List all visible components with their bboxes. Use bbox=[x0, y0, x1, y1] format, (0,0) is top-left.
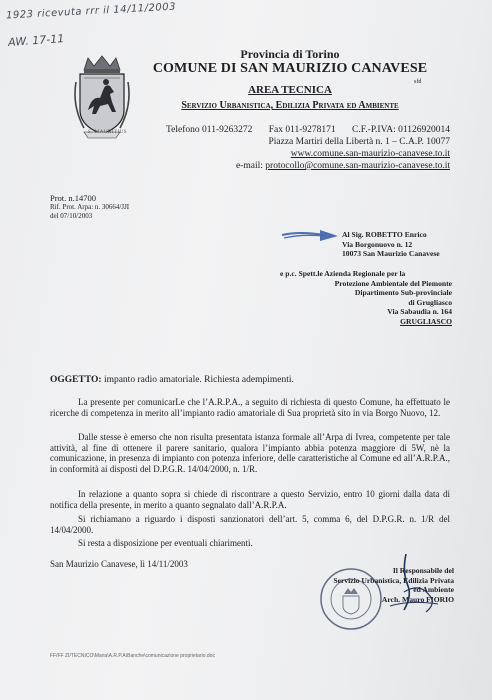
subject-text: impanto radio amatoriale. Richiesta adempimenti. bbox=[101, 375, 294, 385]
body-paragraph: La presente per comunicarLe che l’A.R.P.A., a seguito di richiesta di questo Comune, ha effettuato le ricerche di competenza in merito all’impianto radio amatoriale di Sua proprietà sito in via Borgo Nuovo, 12. bbox=[50, 397, 450, 418]
crest-ribbon-label: S. MAURITIUS bbox=[88, 130, 128, 135]
phone-number: Telefono 011-9263272 bbox=[166, 125, 253, 135]
comune-heading: COMUNE DI SAN MAURIZIO CANAVESE bbox=[152, 61, 428, 76]
handwritten-signature-icon bbox=[380, 552, 450, 618]
body-paragraph: In relazione a quanto sopra si chiede di riscontrare a questo Servizio, entro 10 giorni dalla data di notifica della presente, in merito a quanto segnalato dall’A.R.P.A. bbox=[50, 489, 450, 510]
vat-number: C.F.-P.IVA: 01126920014 bbox=[352, 125, 450, 135]
recipient-street: Via Borgonuovo n. 12 bbox=[342, 239, 413, 249]
copy-recipient-city: GRUGLIASCO bbox=[400, 316, 452, 326]
signer-service: Servizio Urbanistica, Edilizia Privata bbox=[333, 575, 454, 585]
protocol-block bbox=[50, 193, 129, 221]
fax-number: Fax 011-9278171 bbox=[268, 125, 336, 135]
email-link[interactable]: protocollo@comune.san-maurizio-canavese.to.it bbox=[265, 161, 450, 171]
copy-recipient-line: Via Sabaudia n. 164 bbox=[387, 307, 452, 316]
file-path-footer: FF/FF ZI/TECNICO\Maria\A.R.P.A\Banche\comunicazione proprietario.doc bbox=[50, 653, 215, 659]
subject-line bbox=[50, 375, 450, 386]
recipient-address bbox=[342, 230, 450, 259]
recipient-city: 10073 San Maurizio Canavese bbox=[342, 249, 440, 258]
signer-name: Arch. Mauro FIORIO bbox=[381, 594, 454, 604]
corner-mark: sfd bbox=[414, 79, 422, 85]
handwritten-receipt-note: 1923 ricevuta rrr il 14/11/2003 bbox=[5, 1, 177, 22]
protocol-number: Prot. n.14700 bbox=[50, 193, 97, 203]
recipient-name: Al Sig. ROBETTO Enrico bbox=[342, 230, 427, 239]
province-heading: Provincia di Torino bbox=[240, 47, 340, 61]
contact-block bbox=[166, 124, 450, 172]
handwritten-reference-note: AW. 17-11 bbox=[7, 32, 65, 49]
place-and-date: San Maurizio Canavese, lì 14/11/2003 bbox=[50, 559, 188, 569]
copy-recipient-line: Dipartimento Sub-provinciale bbox=[354, 288, 452, 297]
email-label: e-mail: bbox=[236, 161, 266, 171]
signer-service-cont: ed Ambiente bbox=[413, 585, 454, 594]
office-address: Piazza Martiri della Libertà n. 1 – C.A.P. 10077 bbox=[268, 137, 450, 147]
body-paragraph: Si richiamano a riguardo i disposti sanzionatori dell’art. 5, comma 6, del D.P.G.R. n. 1/R del 14/04/2000. bbox=[50, 514, 450, 535]
copy-recipient-line: di Grugliasco bbox=[408, 297, 452, 307]
subject-label: OGGETTO: bbox=[50, 375, 102, 385]
body-paragraph: Si resta a disposizione per eventuali chiarimenti. bbox=[78, 538, 253, 548]
copy-recipient-line: Protezione Ambientale del Piemonte bbox=[334, 278, 452, 288]
signer-role: Il Responsabile del bbox=[392, 566, 454, 575]
service-heading: Servizio Urbanistica, Edilizia Privata ed Ambiente bbox=[181, 100, 399, 111]
protocol-date: del 07/10/2003 bbox=[50, 212, 93, 220]
body-paragraph: Dalle stesse è emerso che non risulta presentata istanza formale all’Arpa di Ivrea, competente per tale attività, al fine di ottenere il parere sanitario, qualora l’impianto abbia potenza maggiore di 5W, nè la comunicazione, in presenza di impianto con potenza inferiore, delle caratteristiche al Comune ed all’A.R.P.A., in conformità ai disposti del D.P.G.R. 14/04/2000, n. 1/R. bbox=[50, 432, 450, 474]
copy-recipient-line: e p.c. Spett.le Azienda Regionale per la bbox=[280, 269, 406, 278]
arpa-reference: Rif. Prot. Arpa: n. 30664/JJI bbox=[50, 203, 130, 211]
municipal-crest-icon bbox=[70, 52, 134, 140]
copy-recipient-address bbox=[280, 269, 452, 326]
handwritten-arrow-icon bbox=[280, 228, 342, 242]
area-heading: AREA TECNICA bbox=[248, 84, 332, 96]
website-link[interactable]: www.comune.san-maurizio-canavese.to.it bbox=[290, 149, 450, 159]
